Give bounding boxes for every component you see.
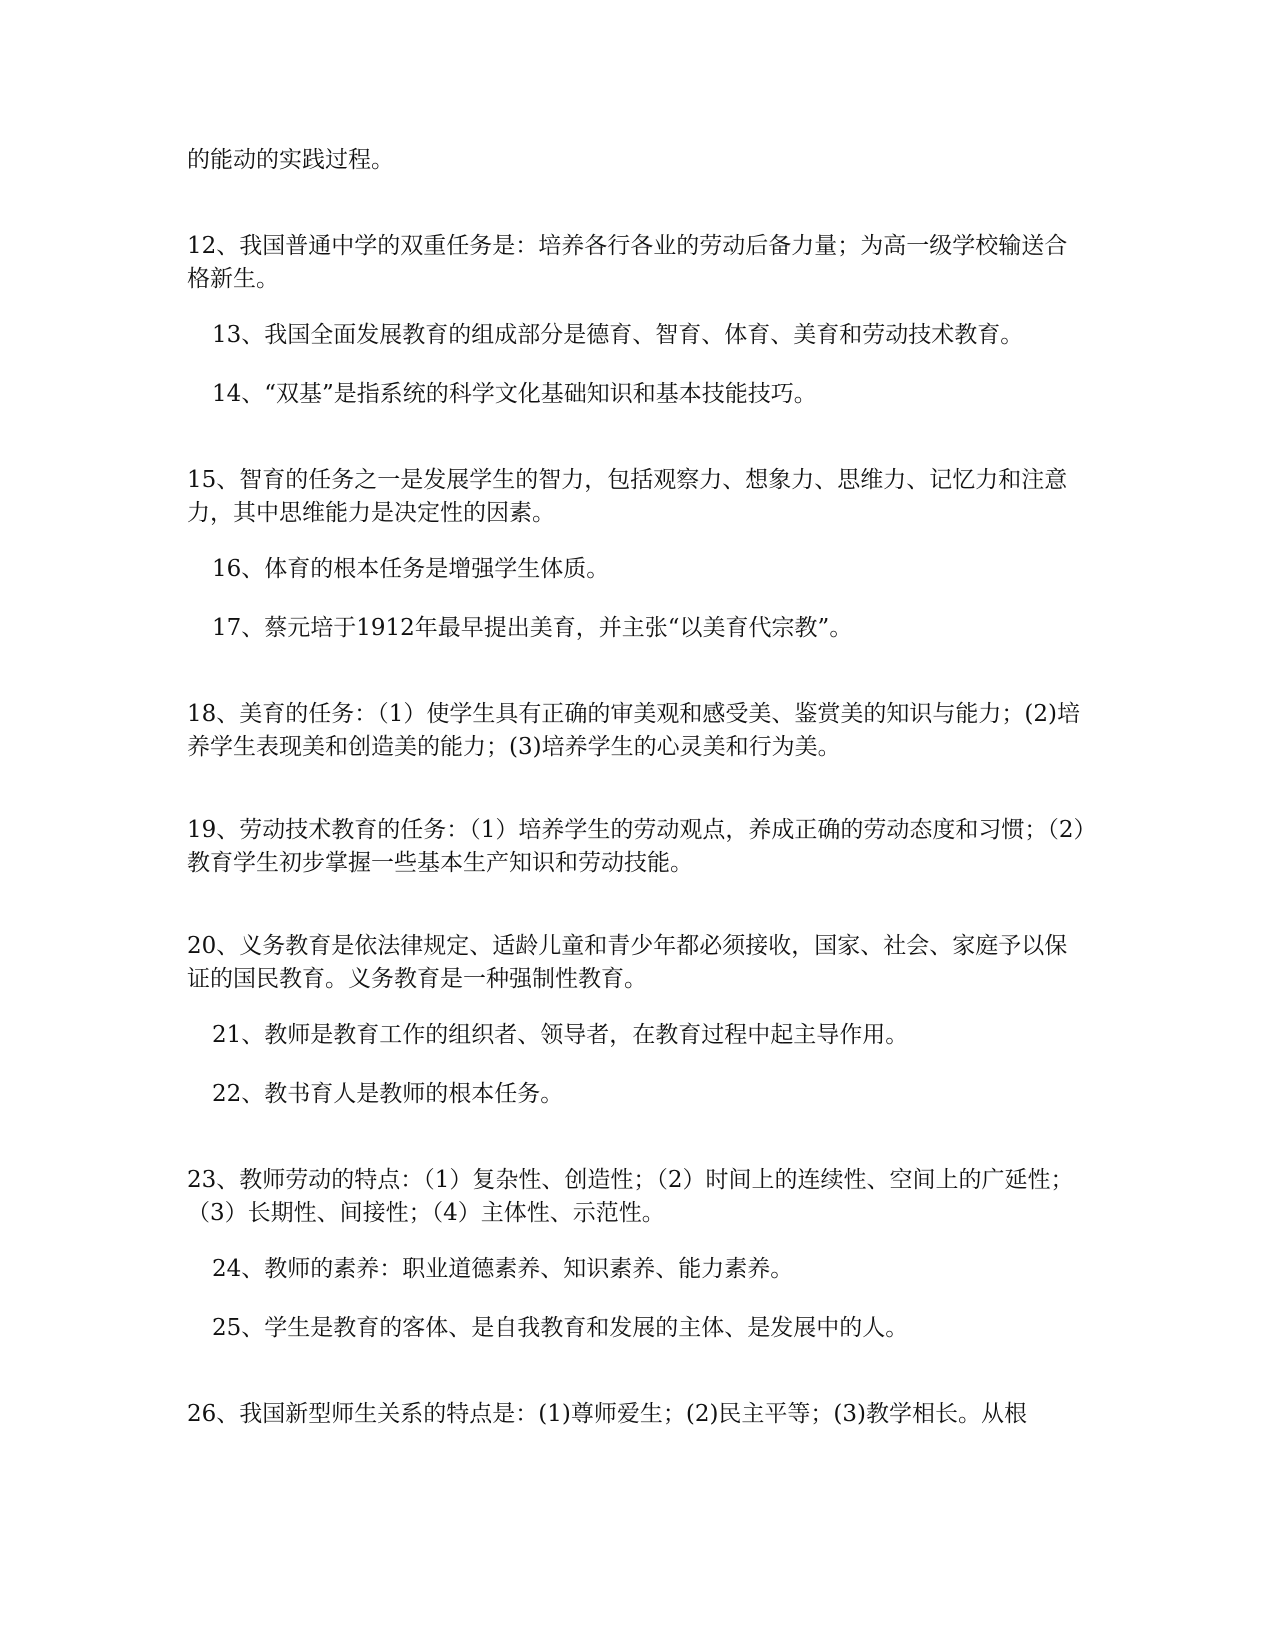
paragraph-12: 12、我国普通中学的双重任务是：培养各行各业的劳动后备力量；为高一级学校输送合格新生。 [187, 233, 1068, 292]
paragraph-19: 19、劳动技术教育的任务：（1）培养学生的劳动观点，养成正确的劳动态度和习惯；（2）教育学生初步掌握一些基本生产知识和劳动技能。 [187, 817, 1086, 876]
paragraph-17: 17、蔡元培于1912年最早提出美育，并主张“以美育代宗教”。 [212, 615, 853, 641]
paragraph-14: 14、“双基”是指系统的科学文化基础知识和基本技能技巧。 [212, 381, 817, 407]
paragraph-24: 24、教师的素养：职业道德素养、知识素养、能力素养。 [212, 1256, 794, 1282]
paragraph-16: 16、体育的根本任务是增强学生体质。 [212, 556, 610, 582]
paragraph-26: 26、我国新型师生关系的特点是：(1)尊师爱生；(2)民主平等；(3)教学相长。从根 [187, 1401, 1028, 1427]
paragraph-21: 21、教师是教育工作的组织者、领导者，在教育过程中起主导作用。 [212, 1022, 909, 1048]
paragraph-25: 25、学生是教育的客体、是自我教育和发展的主体、是发展中的人。 [212, 1315, 909, 1341]
paragraph-23: 23、教师劳动的特点：（1）复杂性、创造性；（2）时间上的连续性、空间上的广延性；（3）长期性、间接性；（4）主体性、示范性。 [187, 1167, 1074, 1226]
paragraph-18: 18、美育的任务：（1）使学生具有正确的审美观和感受美、鉴赏美的知识与能力；(2)培养学生表现美和创造美的能力；(3)培养学生的心灵美和行为美。 [187, 701, 1080, 760]
paragraph-15: 15、智育的任务之一是发展学生的智力，包括观察力、想象力、思维力、记忆力和注意力，其中思维能力是决定性的因素。 [187, 467, 1068, 526]
paragraph-20: 20、义务教育是依法律规定、适龄儿童和青少年都必须接收，国家、社会、家庭予以保证的国民教育。义务教育是一种强制性教育。 [187, 933, 1068, 992]
paragraph-13: 13、我国全面发展教育的组成部分是德育、智育、体育、美育和劳动技术教育。 [212, 322, 1024, 348]
paragraph-11-continuation: 的能动的实践过程。 [187, 147, 394, 173]
paragraph-22: 22、教书育人是教师的根本任务。 [212, 1081, 564, 1107]
